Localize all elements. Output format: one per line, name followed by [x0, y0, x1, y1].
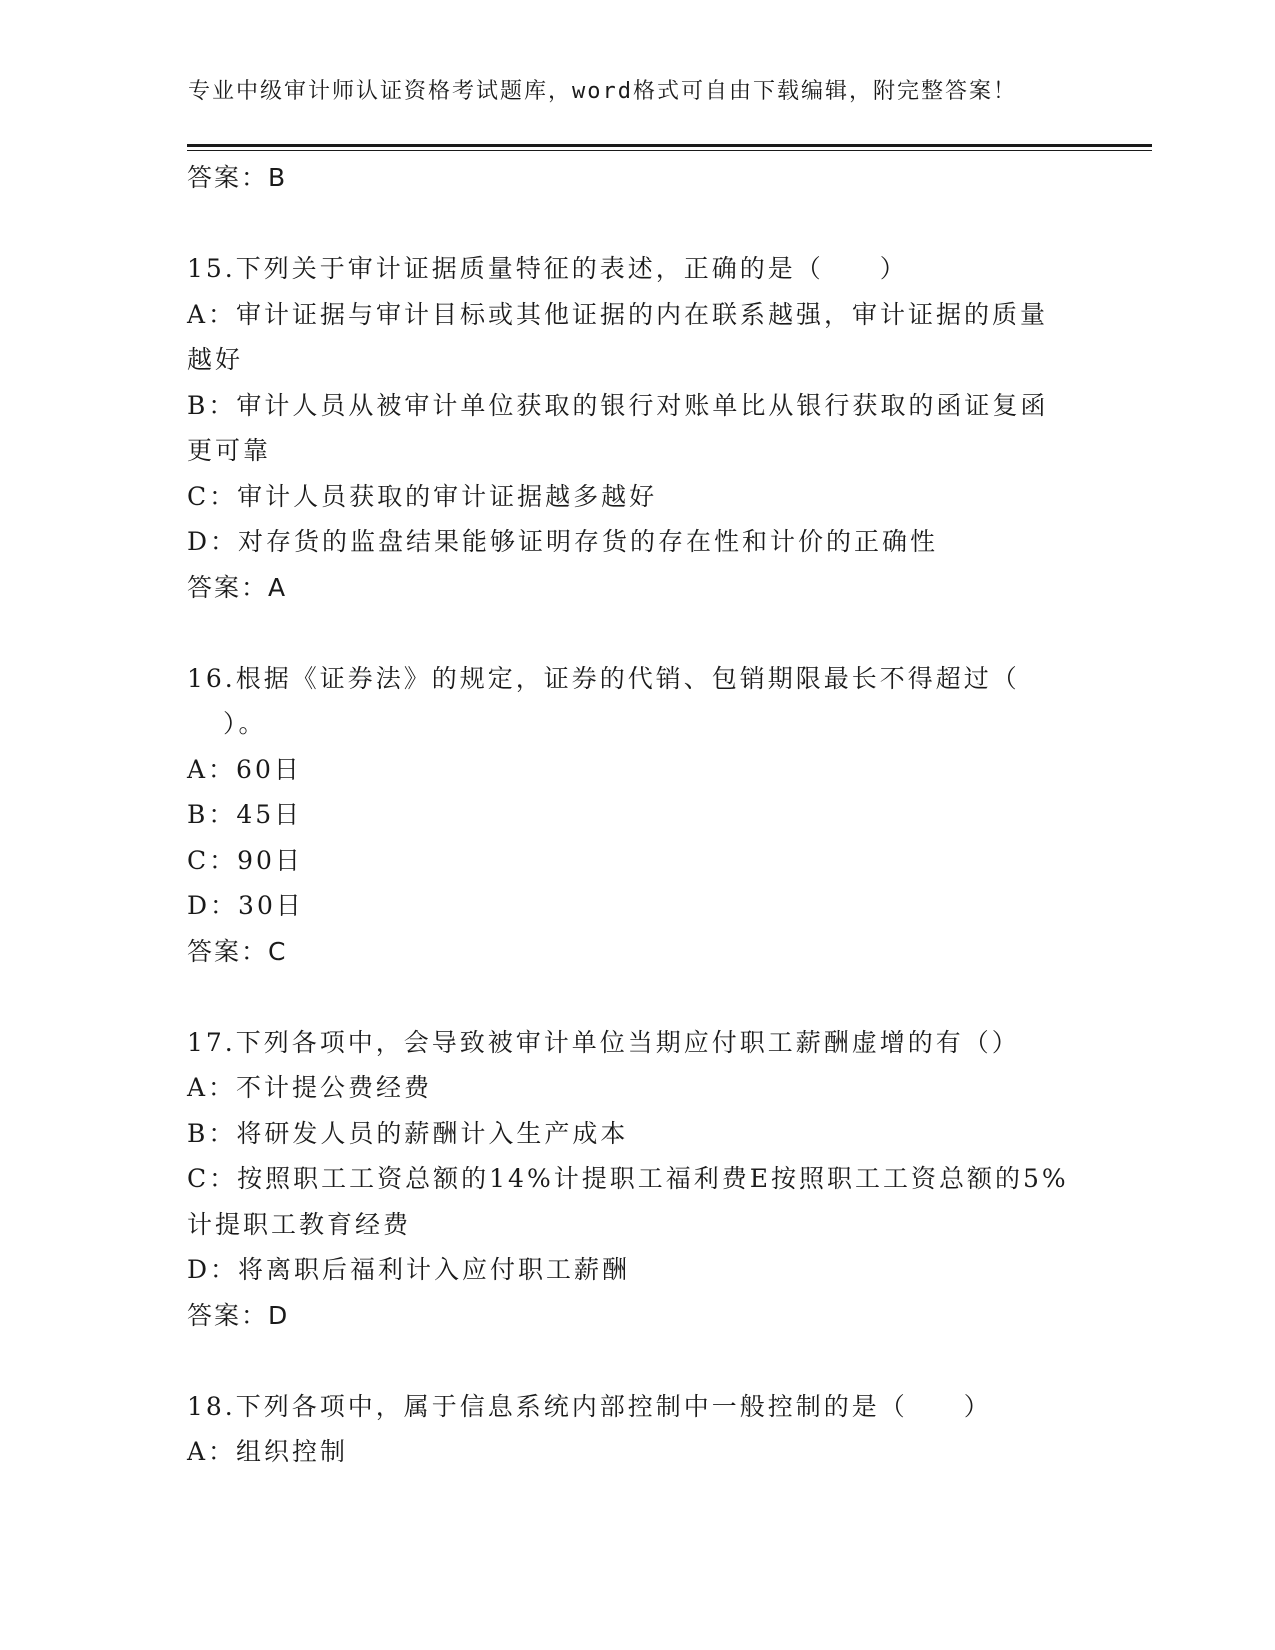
spacer: [187, 1338, 1087, 1384]
question-stem: 16.根据《证券法》的规定，证券的代销、包销期限最长不得超过（: [187, 663, 1020, 693]
option-b: B：将研发人员的薪酬计入生产成本: [187, 1118, 629, 1148]
header-rule-thick: [187, 144, 1152, 147]
question-stem: 18.下列各项中，属于信息系统内部控制中一般控制的是（ ）: [187, 1391, 992, 1421]
answer-line: 答案：A: [187, 572, 288, 602]
option-a: A：组织控制: [187, 1437, 349, 1466]
option-c: C：90日: [187, 845, 303, 875]
document-body: [187, 155, 1087, 1475]
option-c: C：按照职工工资总额的14%计提职工福利费E按照职工工资总额的5%: [187, 1164, 1069, 1193]
spacer: [187, 610, 1087, 656]
option-d: D：30日: [187, 891, 304, 920]
option-a: A：审计证据与审计目标或其他证据的内在联系越强，审计证据的质量: [187, 299, 1049, 329]
option-b-continued: 更可靠: [187, 436, 272, 465]
header-rule-thin: [187, 150, 1152, 151]
question-15: [187, 246, 1087, 610]
option-a: A：60日: [187, 754, 302, 784]
page-header: 专业中级审计师认证资格考试题库，word格式可自由下载编辑，附完整答案！: [188, 79, 1017, 104]
option-a-continued: 越好: [187, 345, 244, 374]
option-b: B：45日: [187, 800, 303, 829]
option-d: D：对存货的监盘结果能够证明存货的存在性和计价的正确性: [187, 527, 939, 556]
question-stem-continued: ）。: [223, 709, 267, 738]
spacer: [187, 974, 1087, 1020]
question-stem: 15.下列关于审计证据质量特征的表述，正确的是（ ）: [187, 254, 908, 283]
question-stem: 17.下列各项中，会导致被审计单位当期应付职工薪酬虚增的有（）: [187, 1027, 1020, 1057]
option-d: D：将离职后福利计入应付职工薪酬: [187, 1255, 631, 1284]
answer-line: 答案：B: [187, 163, 288, 192]
question-18: [187, 1384, 1087, 1475]
question-16: [187, 656, 1087, 975]
answer-line: 答案：C: [187, 936, 288, 966]
spacer: [187, 201, 1087, 247]
option-a: A：不计提公费经费: [187, 1073, 433, 1102]
answer-line: 答案：D: [187, 1300, 290, 1330]
option-c-continued: 计提职工教育经费: [187, 1209, 412, 1239]
option-c: C：审计人员获取的审计证据越多越好: [187, 481, 658, 511]
question-17: [187, 1020, 1087, 1339]
option-b: B：审计人员从被审计单位获取的银行对账单比从银行获取的函证复函: [187, 390, 1049, 420]
